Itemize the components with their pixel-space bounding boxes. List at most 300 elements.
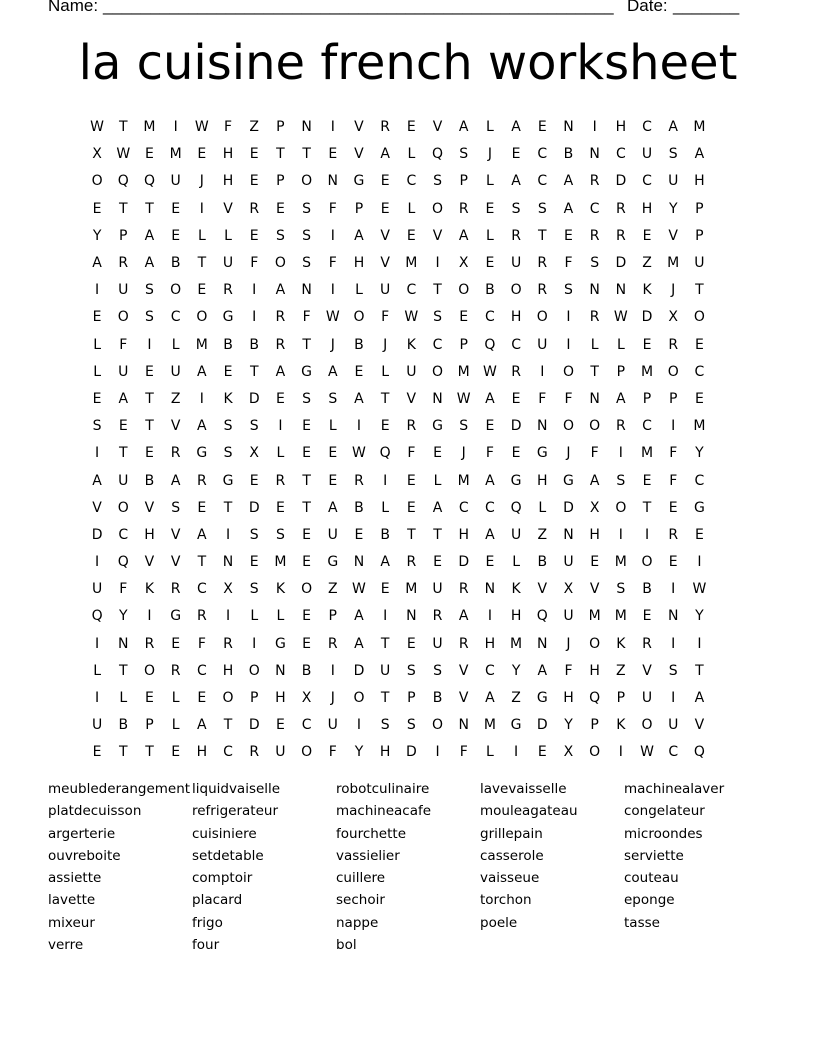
grid-letter: F	[669, 472, 678, 489]
grid-letter: A	[511, 173, 521, 190]
grid-letter: F	[250, 255, 259, 272]
grid-letter: O	[301, 581, 313, 598]
grid-row	[84, 250, 713, 277]
grid-letter: W	[613, 309, 628, 326]
grid-letter: P	[590, 717, 599, 734]
grid-letter: O	[353, 690, 365, 707]
grid-letter: U	[694, 255, 705, 272]
grid-letter: A	[354, 390, 364, 407]
grid-letter: C	[170, 309, 181, 326]
grid-letter: E	[694, 390, 704, 407]
grid-letter: A	[354, 635, 364, 652]
grid-letter: R	[511, 363, 521, 380]
grid-letter: A	[144, 227, 155, 244]
grid-letter: V	[668, 227, 678, 244]
grid-letter: V	[458, 662, 469, 679]
grid-letter: E	[92, 200, 102, 217]
grid-letter: S	[668, 146, 678, 163]
grid-letter: Q	[379, 445, 391, 462]
grid-letter: N	[484, 581, 496, 598]
grid-letter: I	[592, 119, 597, 136]
grid-letter: E	[380, 418, 390, 435]
word-list-item: microondes	[624, 825, 703, 842]
grid-letter: E	[249, 227, 259, 244]
grid-letter: H	[510, 608, 522, 625]
grid-letter: P	[276, 173, 285, 190]
grid-letter: S	[92, 418, 102, 435]
word-list-item: mouleagateau	[480, 803, 578, 820]
grid-letter: E	[485, 418, 495, 435]
grid-letter: Z	[642, 255, 652, 272]
grid-letter: A	[275, 282, 286, 299]
grid-letter: S	[302, 227, 312, 244]
grid-letter: M	[588, 608, 601, 625]
grid-row	[84, 685, 713, 712]
grid-letter: N	[406, 608, 417, 625]
grid-letter: E	[590, 554, 600, 571]
grid-letter: E	[328, 472, 338, 489]
grid-letter: B	[301, 662, 312, 679]
word-list-item: grillepain	[480, 825, 543, 842]
grid-letter: P	[459, 173, 468, 190]
grid-letter: F	[224, 119, 233, 136]
grid-letter: E	[92, 309, 102, 326]
grid-letter: J	[566, 445, 571, 462]
grid-letter: C	[432, 336, 443, 353]
grid-letter: E	[302, 635, 312, 652]
grid-letter: U	[91, 717, 103, 734]
grid-letter: F	[485, 445, 494, 462]
grid-letter: Q	[589, 690, 601, 707]
grid-letter: E	[197, 282, 207, 299]
word-list-item: placard	[192, 892, 243, 909]
name-field[interactable]: ______________________________________________________	[103, 0, 614, 15]
grid-letter: E	[694, 526, 704, 543]
word-list-item: machinealaver	[624, 781, 725, 797]
grid-letter: O	[301, 173, 313, 190]
grid-letter: U	[641, 690, 653, 707]
grid-letter: C	[485, 662, 495, 679]
grid-letter: S	[433, 309, 442, 326]
grid-letter: C	[668, 744, 679, 761]
grid-letter: E	[197, 499, 207, 516]
grid-letter: U	[432, 581, 443, 598]
grid-letter: R	[615, 200, 626, 217]
grid-letter: S	[223, 418, 233, 435]
grid-letter: I	[618, 445, 623, 462]
grid-letter: Q	[143, 173, 155, 190]
grid-letter: P	[119, 227, 128, 244]
word-column	[192, 778, 336, 956]
grid-letter: H	[510, 309, 522, 326]
grid-letter: S	[223, 445, 233, 462]
grid-letter: I	[671, 690, 676, 707]
grid-letter: A	[537, 662, 548, 679]
word-list-item: vaisseue	[480, 870, 540, 887]
grid-letter: T	[302, 146, 311, 163]
grid-letter: N	[458, 717, 469, 734]
grid-letter: A	[694, 690, 705, 707]
grid-row	[84, 739, 713, 766]
grid-letter: E	[459, 309, 469, 326]
grid-letter: B	[642, 581, 652, 598]
grid-letter: C	[642, 119, 652, 136]
word-list-item: robotculinaire	[336, 781, 430, 797]
grid-letter: I	[330, 282, 335, 299]
grid-letter: U	[170, 173, 181, 190]
grid-letter: C	[118, 526, 129, 543]
grid-letter: V	[589, 581, 600, 598]
grid-letter: L	[590, 336, 599, 353]
grid-letter: T	[380, 390, 390, 407]
grid-letter: Q	[117, 173, 129, 190]
grid-letter: V	[144, 554, 155, 571]
grid-row	[84, 413, 713, 440]
grid-letter: F	[197, 635, 206, 652]
grid-letter: Z	[170, 390, 181, 407]
grid-letter: R	[668, 336, 679, 353]
grid-letter: L	[119, 690, 128, 707]
grid-letter: O	[615, 499, 627, 516]
grid-letter: K	[144, 581, 155, 598]
grid-letter: M	[667, 255, 680, 272]
grid-letter: E	[302, 554, 312, 571]
grid-letter: C	[196, 662, 207, 679]
grid-letter: U	[118, 472, 129, 489]
grid-letter: I	[330, 662, 335, 679]
grid-letter: T	[433, 282, 442, 299]
grid-letter: O	[170, 282, 182, 299]
grid-letter: E	[302, 445, 312, 462]
grid-letter: E	[642, 608, 652, 625]
word-list-item: casserole	[480, 847, 544, 864]
grid-letter: I	[95, 690, 100, 707]
grid-letter: B	[118, 717, 129, 734]
grid-letter: R	[615, 227, 626, 244]
grid-letter: E	[406, 499, 416, 516]
grid-letter: R	[380, 119, 391, 136]
grid-letter: R	[458, 581, 469, 598]
grid-letter: K	[616, 717, 626, 734]
grid-letter: Q	[117, 554, 129, 571]
grid-letter: M	[457, 363, 470, 380]
grid-letter: S	[302, 200, 312, 217]
grid-letter: J	[330, 690, 335, 707]
grid-letter: E	[171, 744, 181, 761]
grid-row	[84, 712, 713, 739]
grid-letter: I	[671, 418, 676, 435]
grid-letter: M	[143, 119, 156, 136]
grid-letter: M	[483, 717, 496, 734]
grid-letter: V	[432, 227, 443, 244]
word-list-item: mixeur	[48, 914, 95, 931]
grid-row	[84, 549, 713, 576]
grid-letter: M	[640, 363, 654, 380]
date-label: Date:	[627, 0, 668, 15]
grid-letter: E	[668, 554, 678, 571]
word-column	[48, 778, 192, 956]
grid-letter: G	[327, 554, 339, 571]
grid-letter: E	[380, 173, 390, 190]
grid-letter: R	[537, 255, 548, 272]
grid-letter: U	[641, 146, 653, 163]
grid-letter: B	[563, 146, 574, 163]
grid-letter: A	[327, 499, 338, 516]
grid-row	[84, 277, 713, 304]
grid-letter: S	[564, 282, 573, 299]
grid-letter: E	[511, 146, 521, 163]
grid-letter: H	[537, 472, 548, 489]
grid-letter: L	[486, 227, 494, 244]
grid-letter: D	[353, 662, 365, 679]
grid-letter: U	[668, 173, 679, 190]
grid-row	[84, 603, 713, 630]
grid-letter: I	[173, 119, 178, 136]
grid-letter: L	[538, 499, 547, 516]
grid-letter: E	[275, 200, 285, 217]
grid-letter: V	[223, 200, 233, 217]
grid-row	[84, 332, 713, 359]
grid-letter: Z	[537, 526, 548, 543]
grid-letter: A	[432, 499, 443, 516]
grid-letter: A	[380, 146, 390, 163]
grid-letter: U	[275, 744, 286, 761]
grid-letter: D	[615, 255, 627, 272]
grid-letter: K	[511, 581, 521, 598]
grid-letter: M	[614, 608, 627, 625]
grid-letter: X	[563, 744, 574, 761]
grid-letter: P	[459, 336, 468, 353]
grid-letter: R	[275, 336, 286, 353]
grid-letter: I	[435, 255, 440, 272]
grid-letter: E	[380, 581, 390, 598]
grid-letter: L	[328, 418, 337, 435]
grid-letter: E	[433, 445, 442, 462]
grid-row	[84, 495, 713, 522]
grid-letter: Y	[695, 608, 704, 625]
grid-letter: E	[118, 418, 128, 435]
grid-letter: W	[640, 744, 654, 761]
word-list-item: cuisiniere	[192, 825, 257, 842]
grid-letter: G	[196, 445, 208, 462]
grid-letter: E	[537, 119, 547, 136]
grid-letter: P	[249, 690, 259, 707]
grid-row	[84, 304, 713, 331]
grid-letter: E	[668, 499, 678, 516]
grid-letter: I	[566, 336, 571, 353]
grid-letter: I	[487, 608, 492, 625]
grid-letter: A	[327, 363, 338, 380]
grid-letter: E	[197, 146, 207, 163]
grid-letter: P	[276, 119, 285, 136]
grid-letter: Q	[432, 146, 444, 163]
grid-letter: T	[145, 744, 154, 761]
grid-letter: U	[118, 282, 129, 299]
grid-letter: M	[693, 418, 706, 435]
grid-letter: E	[197, 690, 207, 707]
grid-letter: O	[248, 662, 260, 679]
grid-letter: U	[222, 255, 234, 272]
grid-letter: S	[433, 662, 442, 679]
grid-letter: L	[486, 173, 494, 190]
grid-letter: V	[354, 146, 364, 163]
grid-letter: G	[693, 499, 705, 516]
word-list-item: lavevaisselle	[480, 781, 567, 797]
grid-letter: B	[144, 472, 155, 489]
grid-letter: I	[383, 472, 388, 489]
grid-letter: L	[433, 472, 442, 489]
grid-letter: B	[223, 336, 233, 353]
grid-letter: B	[380, 526, 390, 543]
grid-letter: E	[354, 526, 364, 543]
grid-letter: I	[199, 390, 204, 407]
grid-letter: L	[486, 119, 494, 136]
grid-letter: R	[144, 635, 155, 652]
grid-letter: A	[563, 200, 574, 217]
grid-letter: G	[222, 472, 234, 489]
grid-letter: L	[171, 717, 180, 734]
grid-letter: R	[589, 173, 600, 190]
grid-letter: E	[249, 173, 259, 190]
grid-letter: V	[170, 554, 181, 571]
grid-letter: I	[252, 309, 257, 326]
grid-letter: F	[407, 445, 416, 462]
grid-row	[84, 386, 713, 413]
grid-letter: G	[170, 608, 182, 625]
grid-letter: L	[276, 445, 285, 462]
grid-letter: W	[456, 390, 471, 407]
grid-letter: A	[485, 526, 495, 543]
grid-letter: E	[694, 336, 704, 353]
word-list	[48, 778, 768, 956]
grid-letter: P	[407, 690, 416, 707]
grid-letter: T	[380, 690, 390, 707]
word-list-item: meublederangement	[48, 781, 191, 797]
word-list-item: cuillere	[336, 870, 386, 887]
grid-row	[84, 631, 713, 658]
grid-letter: H	[615, 119, 627, 136]
grid-letter: M	[640, 445, 654, 462]
grid-letter: W	[404, 309, 419, 326]
grid-letter: Q	[693, 744, 705, 761]
grid-letter: C	[642, 418, 652, 435]
date-field[interactable]: _______	[673, 0, 740, 15]
grid-letter: B	[432, 690, 443, 707]
grid-letter: I	[95, 282, 100, 299]
grid-letter: C	[406, 173, 417, 190]
grid-letter: M	[510, 635, 523, 652]
grid-letter: V	[170, 418, 181, 435]
grid-letter: R	[196, 472, 207, 489]
grid-row	[84, 522, 713, 549]
grid-letter: S	[459, 146, 469, 163]
word-list-item: liquidvaiselle	[192, 781, 281, 797]
grid-letter: M	[169, 146, 182, 163]
grid-letter: R	[406, 554, 417, 571]
grid-letter: H	[641, 200, 653, 217]
grid-letter: R	[275, 309, 286, 326]
grid-letter: E	[354, 363, 364, 380]
grid-letter: T	[119, 744, 128, 761]
grid-letter: O	[117, 499, 129, 516]
grid-letter: A	[118, 390, 129, 407]
grid-letter: E	[511, 445, 521, 462]
grid-letter: F	[564, 662, 573, 679]
grid-letter: U	[406, 363, 417, 380]
grid-letter: P	[616, 363, 626, 380]
grid-letter: D	[563, 499, 574, 516]
word-list-item: setdetable	[192, 847, 264, 864]
grid-letter: S	[406, 662, 416, 679]
grid-letter: C	[301, 717, 312, 734]
grid-row	[84, 658, 713, 685]
grid-letter: L	[171, 336, 180, 353]
grid-letter: S	[537, 200, 547, 217]
word-list-item: lavette	[48, 892, 96, 909]
grid-letter: J	[383, 336, 388, 353]
grid-letter: R	[406, 418, 417, 435]
grid-letter: U	[380, 282, 391, 299]
grid-letter: E	[485, 554, 495, 571]
grid-letter: D	[641, 309, 653, 326]
grid-letter: U	[537, 336, 548, 353]
grid-letter: T	[538, 227, 547, 244]
grid-letter: F	[328, 744, 337, 761]
grid-letter: Q	[510, 499, 522, 516]
grid-letter: A	[616, 390, 626, 407]
name-label: Name:	[48, 0, 99, 15]
grid-letter: L	[355, 282, 363, 299]
grid-letter: I	[199, 200, 204, 217]
grid-letter: R	[170, 581, 181, 598]
grid-letter: G	[563, 472, 574, 489]
grid-letter: W	[90, 119, 105, 136]
grid-letter: C	[615, 146, 626, 163]
grid-letter: E	[485, 255, 495, 272]
grid-letter: T	[276, 146, 285, 163]
grid-letter: A	[197, 717, 207, 734]
grid-letter: O	[432, 200, 444, 217]
grid-letter: R	[223, 635, 233, 652]
grid-letter: U	[563, 608, 574, 625]
grid-letter: W	[352, 445, 366, 462]
grid-letter: I	[225, 608, 231, 625]
grid-letter: O	[641, 717, 653, 734]
grid-letter: U	[380, 662, 391, 679]
grid-letter: L	[486, 744, 494, 761]
grid-letter: Z	[249, 119, 260, 136]
grid-letter: E	[275, 717, 285, 734]
grid-letter: X	[589, 499, 600, 516]
grid-letter: O	[536, 309, 548, 326]
grid-letter: A	[458, 227, 469, 244]
grid-letter: E	[145, 690, 154, 707]
grid-letter: V	[170, 526, 181, 543]
word-list-item: four	[192, 937, 220, 954]
grid-letter: N	[667, 608, 679, 625]
grid-letter: V	[144, 499, 155, 516]
grid-letter: Q	[484, 336, 496, 353]
grid-row	[84, 196, 713, 223]
grid-letter: H	[222, 173, 234, 190]
grid-letter: S	[171, 499, 181, 516]
word-list-item: argerterie	[48, 825, 116, 842]
grid-letter: P	[328, 608, 337, 625]
grid-letter: O	[353, 309, 365, 326]
grid-letter: V	[694, 717, 705, 734]
grid-letter: V	[380, 227, 390, 244]
grid-letter: W	[325, 309, 340, 326]
